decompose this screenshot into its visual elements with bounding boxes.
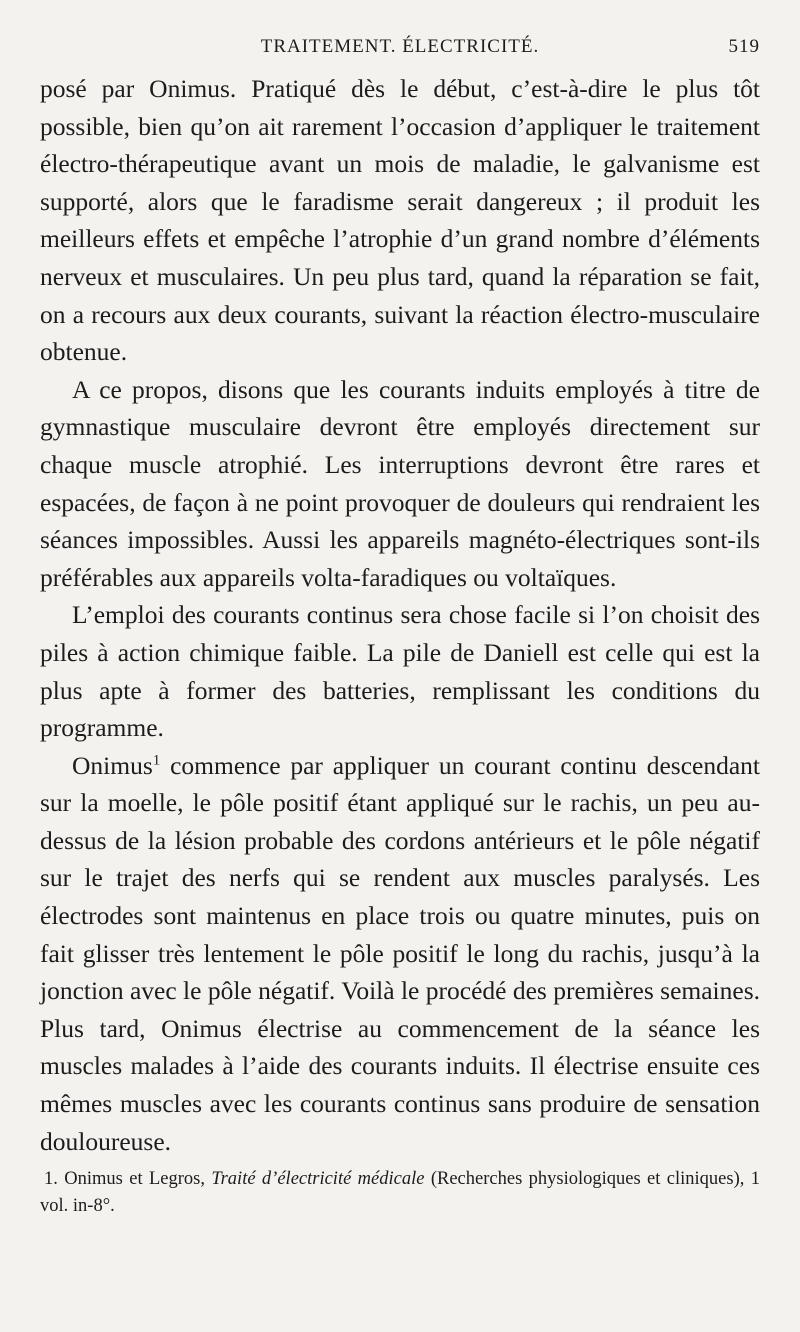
body-text — [40, 70, 760, 1160]
footnote-title: Traité d’électricité médicale — [211, 1169, 425, 1190]
paragraph-courants-induits: A ce propos, disons que les courants induits employés à titre de gymnastique musculaire devront être employés directement sur chaque muscle atrophié. Les interruptions devront être rares et espacées, de façon à ne point provoquer de douleurs qui rendraient les séances impossibles. Aussi les appareils magnéto-électriques sont-ils préférables aux appareils volta-faradiques ou voltaïques. — [40, 374, 760, 592]
footnote-1 — [40, 1166, 760, 1220]
running-head — [40, 30, 760, 70]
paragraph-continuation: posé par Onimus. Pratiqué dès le début, c’est-à-dire le plus tôt possible, bien qu’on ait rarement l’occasion d’appliquer le traitement électro-thérapeutique avant un mois de maladie, le galvanisme est supporté, alors que le faradisme serait dangereux ; il produit les meilleurs effets et empêche l’atrophie d’un grand nombre d’éléments nerveux et musculaires. Un peu plus tard, quand la réparation se fait, on a recours aux deux courants, suivant la réaction électro-musculaire obtenue. — [40, 74, 760, 367]
paragraph-courants-continus: L’emploi des courants continus sera chose facile si l’on choisit des piles à action chimique faible. La pile de Daniell est celle qui est la plus apte à former des batteries, remplissant les conditions du programme. — [40, 600, 760, 743]
footnote-authors: Onimus et Legros, — [57, 1169, 212, 1190]
paragraph-onimus-lead: Onimus — [72, 750, 153, 780]
footnotes — [40, 1166, 760, 1220]
page-number: 519 — [728, 36, 760, 57]
running-title: TRAITEMENT. ÉLECTRICITÉ. — [260, 36, 540, 57]
footnote-number: 1. — [44, 1169, 58, 1190]
paragraph-onimus-text: commence par appliquer un courant continu descendant sur la moelle, le pôle positif étant appliqué sur le rachis, un peu au-dessus de la lésion probable des cordons antérieurs et le pôle négatif sur le trajet des nerfs qui se rendent aux muscles paralysés. Les électrodes sont maintenus en place trois ou quatre minutes, puis on fait glisser très lentement le pôle positif le long du rachis, jusqu’à la jonction avec le pôle négatif. Voilà le procédé des premières semaines. Plus tard, Onimus électrise au commencement de la séance les muscles malades à l’aide des courants induits. Il électrise ensuite ces mêmes muscles avec les courants continus sans produire de sensation douloureuse. — [40, 750, 760, 1156]
footnote-reference: 1 — [152, 752, 161, 769]
footnote-details: (Recherches physiologiques et cliniques), 1 vol. in-8°. — [40, 1169, 761, 1217]
paragraph-onimus — [40, 747, 760, 1161]
